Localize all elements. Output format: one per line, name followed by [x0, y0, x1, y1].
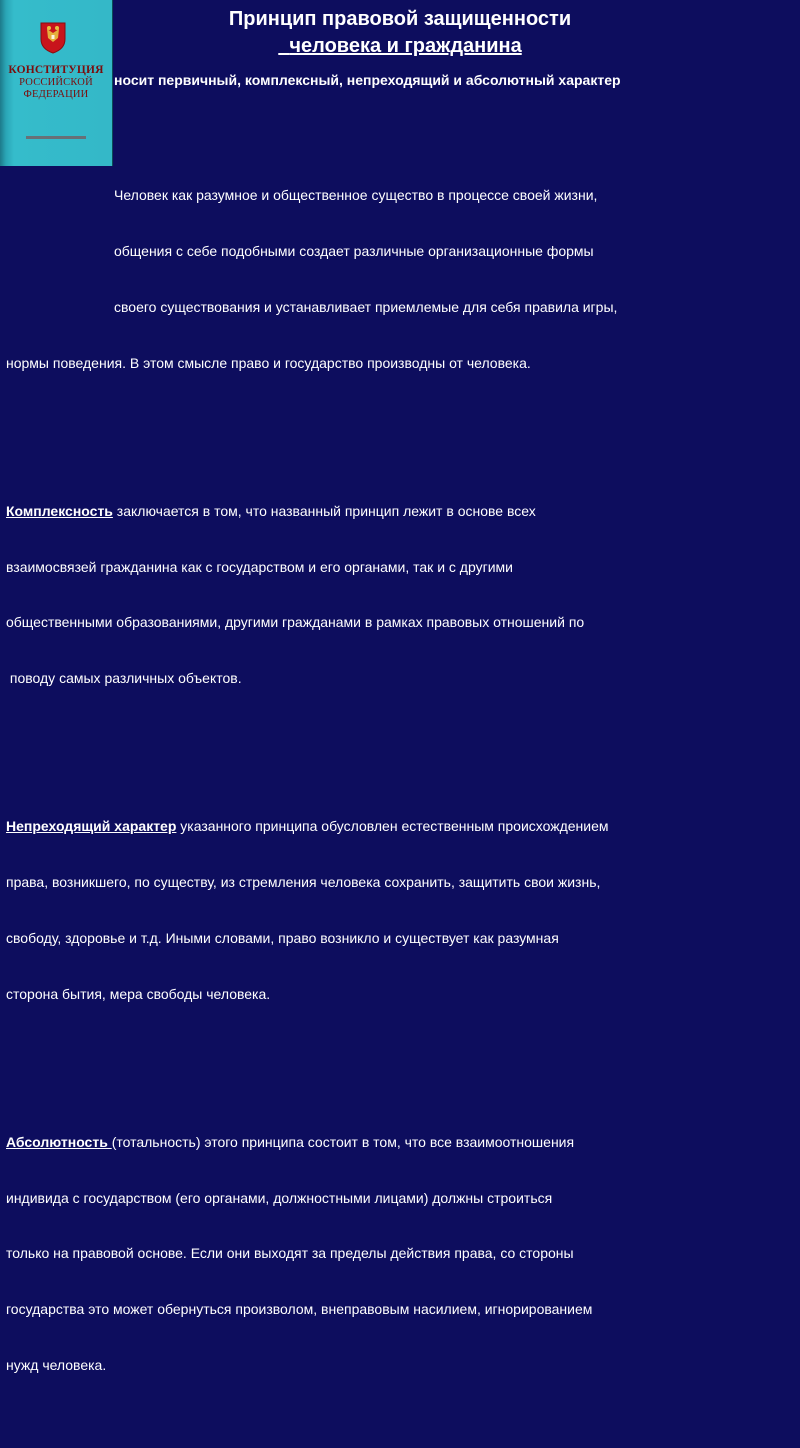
text-line: (тотальность) этого принципа состоит в том, что все взаимоотношения [111, 1133, 575, 1150]
cover-line-1: КОНСТИТУЦИЯ [8, 64, 104, 76]
text-line: права, возникшего, по существу, из стремления человека сохранить, защитить свои жизнь, [6, 874, 601, 891]
text-line: заключается в том, что названный принцип лежит в основе всех [112, 502, 536, 519]
text-line: нужд человека. [6, 1357, 107, 1373]
cover-line-3: ФЕДЕРАЦИИ [23, 89, 89, 100]
coat-of-arms-icon [38, 20, 68, 54]
text-line: общения с себе подобными создает различные организационные формы [114, 243, 594, 260]
paragraph-4 [6, 1096, 796, 1412]
text-line: поводу самых различных объектов. [6, 670, 242, 687]
keyword-absoluteness: Абсолютность [6, 1133, 112, 1150]
text-line: индивида с государством (его органами, должностными лицами) должны строиться [6, 1189, 553, 1206]
text-line: только на правовой основе. Если они выходят за пределы действия права, со стороны [6, 1245, 574, 1262]
keyword-enduring-character: Непреходящий характер [6, 818, 177, 835]
text-line: общественными образованиями, другими гражданами в рамках правовых отношений по [6, 614, 585, 631]
text-line: Человек как разумное и общественное существо в процессе своей жизни, [114, 187, 598, 204]
text-line: свободу, здоровье и т.д. Иными словами, право возникло и существует как разумная [6, 929, 559, 946]
paragraph-2 [6, 465, 796, 725]
content-body [6, 112, 796, 1448]
book-cover-title [4, 64, 108, 101]
paragraph-1 [6, 149, 796, 409]
text-line: указанного принципа обусловлен естественным происхождением [176, 818, 609, 835]
page-title [100, 6, 700, 60]
cover-line-2: РОССИЙСКОЙ [19, 77, 93, 88]
text-line: государства это может обернуться произволом, внеправовым насилием, игнорированием [6, 1301, 593, 1318]
text-line: своего существования и устанавливает приемлемые для себя правила игры, [114, 298, 618, 315]
text-line: сторона бытия, мера свободы человека. [6, 985, 271, 1002]
page-subtitle: носит первичный, комплексный, непреходящий и абсолютный характер [114, 72, 621, 88]
title-line-1: Принцип правовой защищенности [228, 8, 572, 30]
text-line: нормы поведения. В этом смысле право и государство производны от человека. [6, 354, 531, 371]
text-line: взаимосвязей гражданина как с государством и его органами, так и с другими [6, 558, 513, 575]
keyword-complexity: Комплексность [6, 502, 113, 519]
title-line-2: человека и гражданина [289, 35, 522, 57]
paragraph-3 [6, 780, 796, 1040]
